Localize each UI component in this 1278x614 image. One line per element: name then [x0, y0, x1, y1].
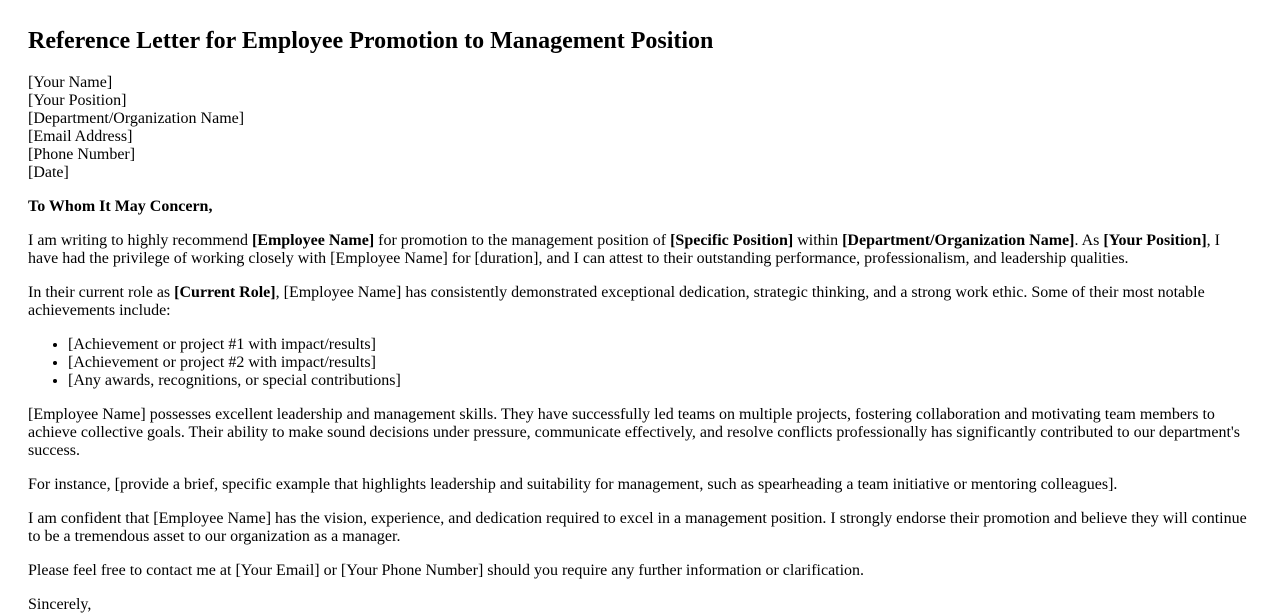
- sender-date: [Date]: [28, 164, 69, 181]
- paragraph-endorsement: I am confident that [Employee Name] has the vision, experience, and dedication required to excel in a management position. I strongly endorse their promotion and believe they will continue to be a tremendous asset to our organization as a manager.: [28, 510, 1247, 545]
- department-placeholder: [Department/Organization Name]: [842, 232, 1075, 249]
- list-item: • [Achievement or project #1 with impact/results]: [68, 336, 1250, 354]
- current-role-placeholder: [Current Role]: [174, 284, 276, 301]
- sender-phone: [Phone Number]: [28, 146, 136, 163]
- paragraph-introduction: [28, 232, 1250, 268]
- achievements-list: [28, 336, 1250, 390]
- text: . As: [1074, 232, 1104, 249]
- list-item: • [Achievement or project #2 with impact/results]: [68, 354, 1250, 372]
- sender-organization: [Department/Organization Name]: [28, 110, 245, 127]
- paragraph-leadership: [Employee Name] possesses excellent leadership and management skills. They have successfully led teams on multiple projects, fostering collaboration and motivating team members to achieve collective goals. Their ability to make sound decisions under pressure, communicate effectively, and resolve conflicts professionally has significantly contributed to our department's success.: [28, 406, 1240, 459]
- salutation: [28, 198, 1250, 216]
- employee-name-placeholder: [Employee Name]: [251, 232, 375, 249]
- list-item: • [Any awards, recognitions, or special contributions]: [68, 372, 1250, 390]
- text: within: [793, 232, 843, 249]
- salutation-text: To Whom It May Concern,: [28, 198, 213, 215]
- paragraph-current-role: [28, 284, 1250, 320]
- text: , I have had the privilege of working closely with [Employee Name] for [duration], and I can attest to their outstanding performance, professionalism, and leadership qualities.: [28, 232, 1220, 267]
- paragraph-contact: Please feel free to contact me at [Your Email] or [Your Phone Number] should you require any further information or clarification.: [28, 562, 865, 579]
- your-position-placeholder: [Your Position]: [1103, 232, 1207, 249]
- closing: Sincerely,: [28, 596, 92, 613]
- specific-position-placeholder: [Specific Position]: [670, 232, 794, 249]
- text: for promotion to the management position of: [374, 232, 671, 249]
- page-title: Reference Letter for Employee Promotion to Management Position: [28, 28, 714, 54]
- paragraph-example: For instance, [provide a brief, specific example that highlights leadership and suitability for management, such as spearheading a team initiative or mentoring colleagues].: [28, 476, 1118, 493]
- sender-email: [Email Address]: [28, 128, 133, 145]
- text: I am writing to highly recommend: [28, 232, 252, 249]
- text: In their current role as: [28, 284, 175, 301]
- sender-name: [Your Name]: [28, 74, 113, 91]
- sender-block: [28, 74, 1250, 182]
- sender-position: [Your Position]: [28, 92, 127, 109]
- text: , [Employee Name] has consistently demonstrated exceptional dedication, strategic thinking, and a strong work ethic. Some of their most notable achievements include:: [28, 284, 1205, 319]
